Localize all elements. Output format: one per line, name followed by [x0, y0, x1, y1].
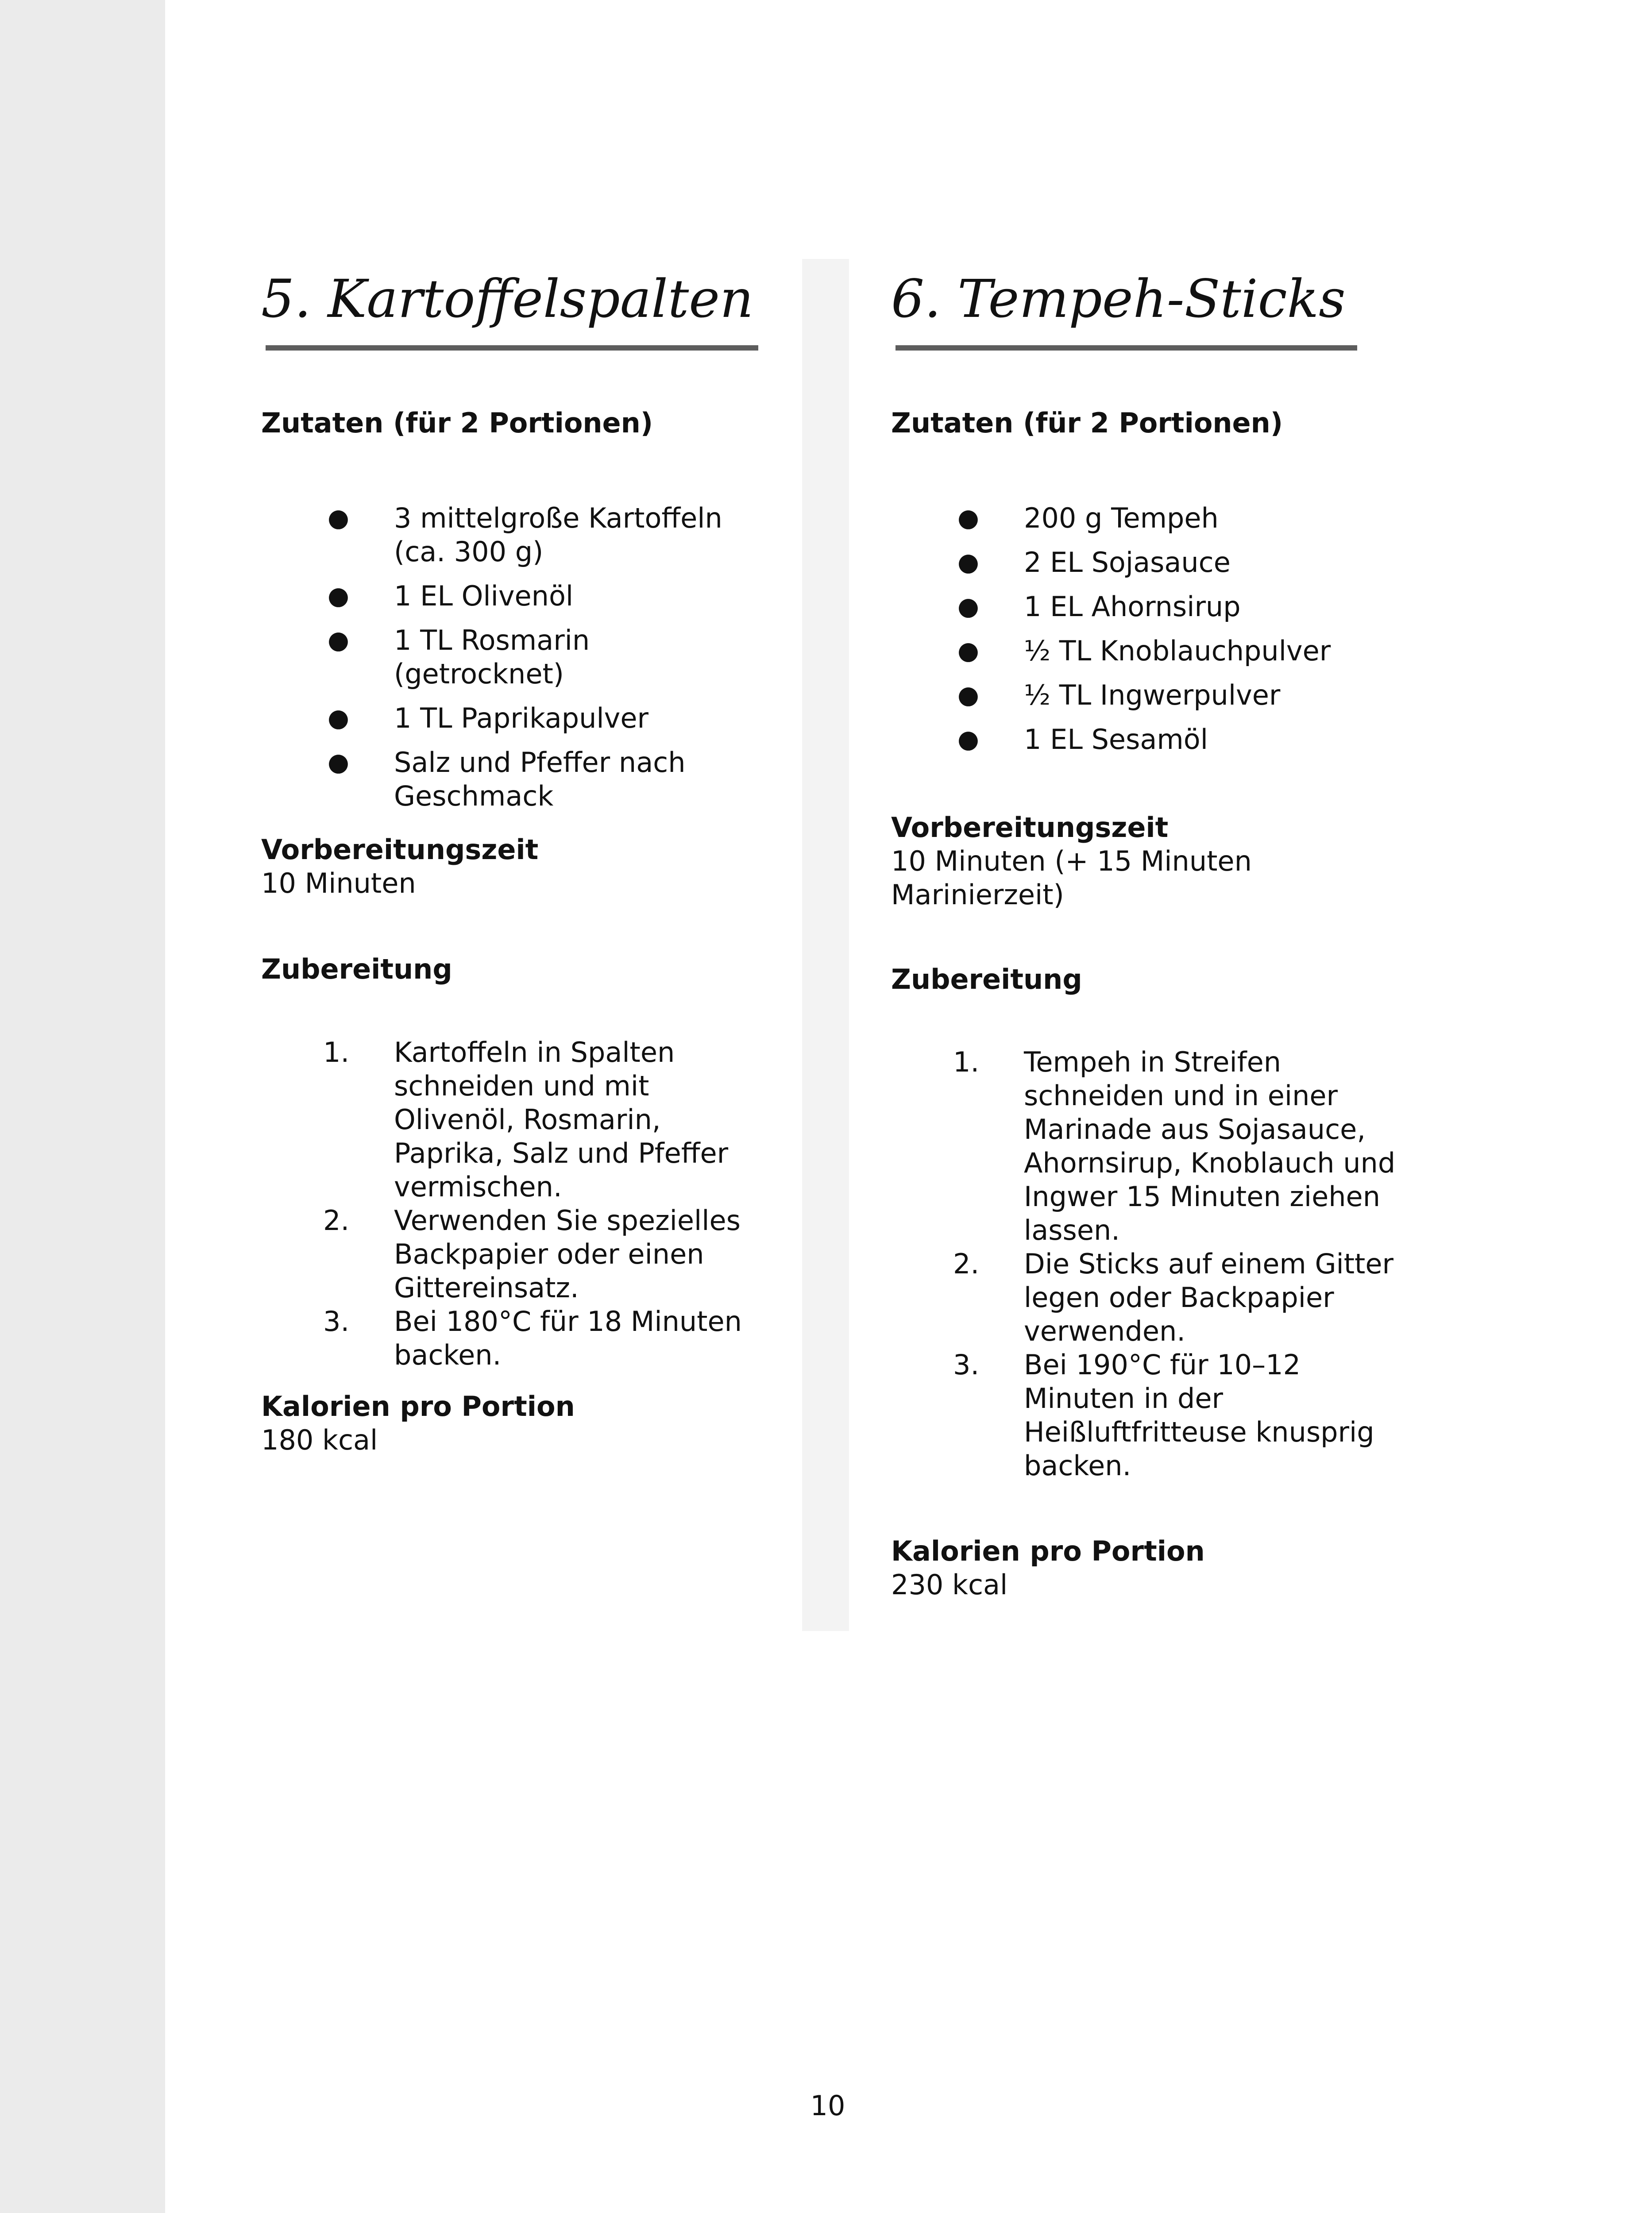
left-margin-strip [0, 0, 165, 2213]
column-gutter [802, 259, 849, 1631]
bullet-icon: ● [328, 582, 349, 610]
ingredient-item: ● ½ TL Ingwerpulver [957, 679, 1281, 711]
prep-time-heading: Vorbereitungszeit [891, 811, 1169, 844]
bullet-icon: ● [328, 704, 349, 733]
ingredients-list [261, 501, 748, 824]
method-step: 1. Tempeh in Streifen schneiden und in einer Marinade aus Sojasauce, Ahornsirup, Knoblauch und Ingwer 15 Minuten ziehen lassen. [953, 1046, 1396, 1246]
ingredient-item: ● 1 EL Ahornsirup [957, 590, 1241, 623]
bullet-icon: ● [957, 548, 979, 577]
ingredients-list [891, 501, 1396, 767]
bullet-icon: ● [328, 504, 349, 532]
ingredient-item: ● 1 TL Paprikapulver [328, 702, 648, 734]
calories-heading: Kalorien pro Portion [891, 1535, 1205, 1567]
recipe-title: 5. Kartoffelspalten [261, 268, 754, 329]
bullet-icon: ● [957, 504, 979, 532]
page-number: 10 [810, 2090, 845, 2122]
method-step: 1. Kartoffeln in Spalten schneiden und mit Olivenöl, Rosmarin, Paprika, Salz und Pfeffer vermischen. [323, 1036, 729, 1203]
ingredients-heading: Zutaten (für 2 Portionen) [261, 407, 653, 439]
title-underline [895, 345, 1357, 351]
bullet-icon: ● [957, 592, 979, 621]
bullet-icon: ● [328, 626, 349, 655]
ingredient-item: ● Salz und Pfeffer nach Geschmack [328, 746, 686, 812]
method-steps [891, 1045, 1396, 1483]
bullet-icon: ● [957, 725, 979, 754]
ingredient-item: ● 2 EL Sojasauce [957, 546, 1231, 578]
ingredient-item: ● 3 mittelgroße Kartoffeln (ca. 300 g) [328, 502, 722, 568]
method-heading: Zubereitung [261, 953, 452, 985]
calories-value: 230 kcal [891, 1569, 1008, 1601]
ingredient-item: ● 1 TL Rosmarin (getrocknet) [328, 624, 590, 690]
ingredients-heading: Zutaten (für 2 Portionen) [891, 407, 1283, 439]
ingredient-item: ● 1 EL Olivenöl [328, 580, 574, 612]
method-step: 2. Verwenden Sie spezielles Backpapier oder einen Gittereinsatz. [323, 1204, 741, 1304]
recipe-title: 6. Tempeh-Sticks [891, 268, 1346, 329]
calories-heading: Kalorien pro Portion [261, 1390, 575, 1423]
prep-time-value: 10 Minuten (+ 15 Minuten Marinierzeit) [891, 845, 1252, 911]
bullet-icon: ● [957, 681, 979, 709]
calories-value: 180 kcal [261, 1424, 378, 1456]
bullet-icon: ● [957, 636, 979, 665]
method-step: 3. Bei 190°C für 10–12 Minuten in der Heißluftfritteuse knusprig backen. [953, 1349, 1374, 1482]
prep-time-heading: Vorbereitungszeit [261, 833, 539, 866]
title-underline [266, 345, 758, 351]
bullet-icon: ● [328, 748, 349, 777]
ingredient-item: ● 1 EL Sesamöl [957, 723, 1208, 756]
method-step: 2. Die Sticks auf einem Gitter legen oder Backpapier verwenden. [953, 1248, 1393, 1347]
method-step: 3. Bei 180°C für 18 Minuten backen. [323, 1305, 742, 1371]
prep-time-value: 10 Minuten [261, 867, 416, 899]
ingredient-item: ● ½ TL Knoblauchpulver [957, 635, 1331, 667]
method-heading: Zubereitung [891, 963, 1082, 995]
method-steps [261, 1036, 753, 1372]
ingredient-item: ● 200 g Tempeh [957, 502, 1219, 534]
